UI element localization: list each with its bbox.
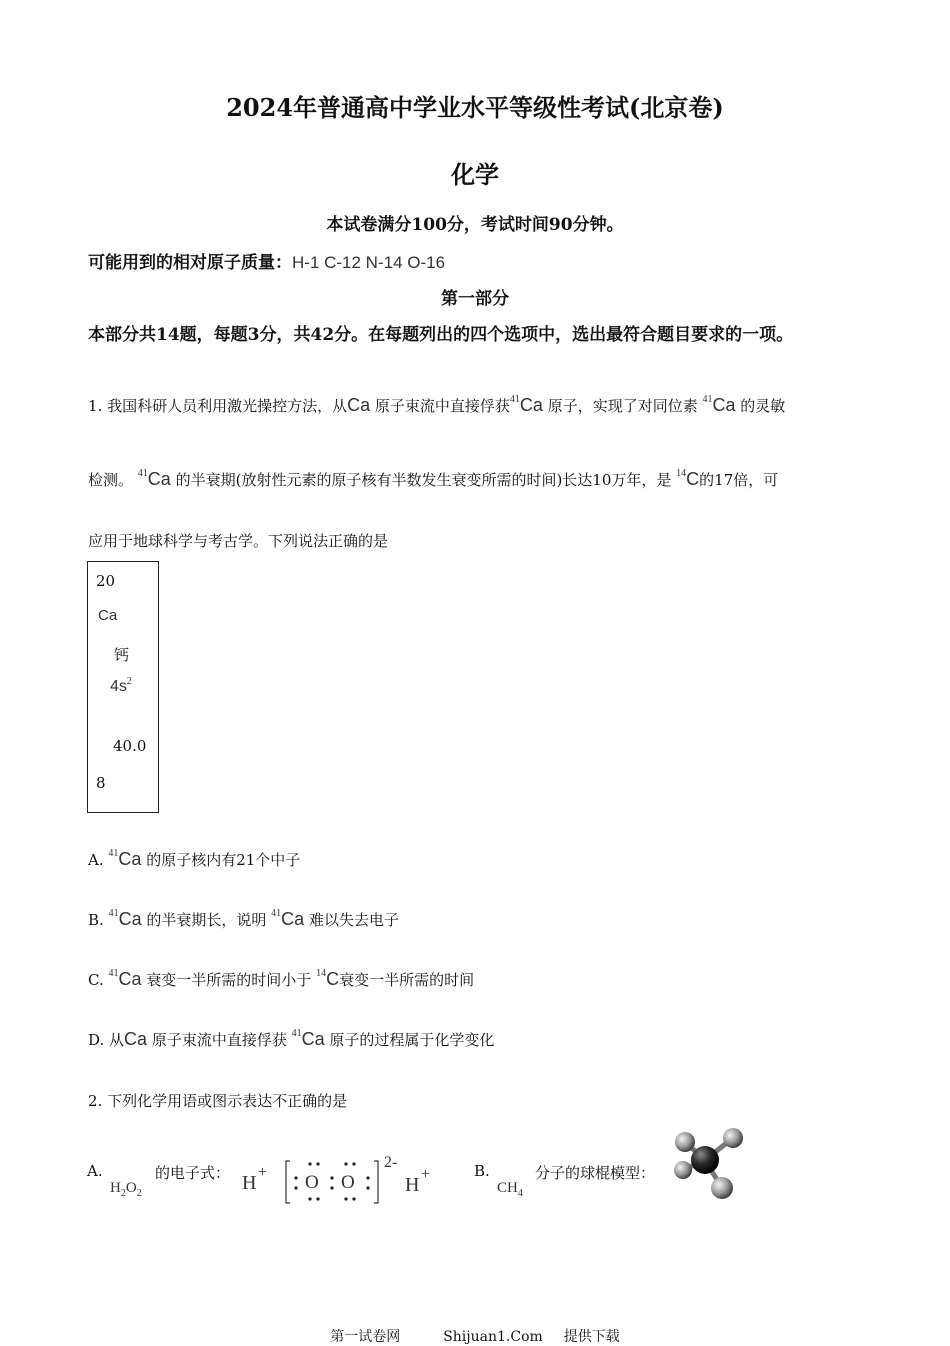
config-sup: 2 <box>126 676 132 687</box>
formula-sub: 2 <box>136 1188 142 1199</box>
plus-sign: + <box>258 1164 268 1181</box>
option-text: 的半衰期长，说明 <box>146 911 267 929</box>
h2o2-electron-formula <box>240 1150 440 1210</box>
mass-number: 41 <box>271 908 282 919</box>
option-label: D. 从 <box>88 1031 125 1049</box>
option-text: 难以失去电子 <box>308 911 399 929</box>
peroxide-bracket <box>282 1158 382 1208</box>
ca-symbol: Ca <box>301 1029 325 1049</box>
q1-text: 检测。 <box>88 471 134 489</box>
q2-option-a-text: 的电子式： <box>155 1164 231 1182</box>
atomic-mass-line <box>88 248 445 273</box>
element-box-calcium <box>87 561 159 813</box>
atomic-number: 20 <box>96 572 116 590</box>
element-name: 钙 <box>114 646 130 664</box>
ca-symbol: Ca <box>124 1029 148 1049</box>
atomic-mass-values: H-1 C-12 N-14 O-16 <box>292 253 446 272</box>
ca-symbol: Ca <box>347 395 371 415</box>
footer-domain[interactable]: Shijuan1.Com <box>443 1329 543 1345</box>
formula-sub: 4 <box>517 1188 523 1199</box>
ca-symbol: Ca <box>147 469 171 489</box>
mass-number: 41 <box>108 968 119 979</box>
exam-info: 本试卷满分100分，考试时间90分钟。 <box>326 215 624 235</box>
option-label: C. <box>88 971 104 989</box>
hydrogen-ion: H <box>242 1172 257 1194</box>
formula-ch: CH <box>497 1180 518 1196</box>
formula-o: O <box>125 1180 137 1196</box>
q1-option-c[interactable] <box>88 968 474 990</box>
option-text: 原子束流中直接俘获 <box>151 1031 287 1049</box>
hydrogen-ion: H <box>405 1174 420 1196</box>
q1-text: 1. 我国科研人员利用激光操控方法，从 <box>88 397 348 415</box>
q2-text: 2. 下列化学用语或图示表达不正确的是 <box>88 1092 348 1110</box>
charge-label: 2- <box>384 1154 398 1171</box>
ca-symbol: Ca <box>118 909 142 929</box>
q1-option-b[interactable] <box>88 908 399 930</box>
element-symbol: Ca <box>98 607 118 624</box>
footer-site: 第一试卷网 <box>330 1329 401 1345</box>
ca-symbol: Ca <box>519 395 543 415</box>
exam-title: 2024年普通高中学业水平等级性考试(北京卷) <box>226 93 724 122</box>
option-text: 衰变一半所需的时间小于 <box>146 971 312 989</box>
plus-sign: + <box>421 1166 431 1183</box>
q1-line-2 <box>88 468 778 490</box>
option-label: A. <box>88 851 104 869</box>
ca-symbol: Ca <box>712 395 736 415</box>
q1-option-a[interactable] <box>88 848 300 870</box>
c-symbol: C <box>326 969 340 989</box>
q1-text: 应用于地球科学与考古学。下列说法正确的是 <box>88 532 389 550</box>
mass-number: 41 <box>108 848 119 859</box>
formula-sub: 2 <box>120 1188 126 1199</box>
option-text: 的原子核内有21个中子 <box>146 851 301 869</box>
footer-action: 提供下载 <box>563 1329 620 1345</box>
formula-h: H <box>110 1180 121 1196</box>
ca-symbol: Ca <box>118 849 142 869</box>
q1-line-3 <box>88 530 388 551</box>
subject-title: 化学 <box>451 160 499 189</box>
ca-symbol: Ca <box>281 909 305 929</box>
q2-option-a-label[interactable]: A. <box>87 1162 103 1180</box>
mass-number: 41 <box>291 1028 302 1039</box>
atomic-mass-label: 可能用到的相对原子质量： <box>88 253 292 273</box>
q1-text: 的半衰期(放射性元素的原子核有半数发生衰变所需的时间)长达10万年，是 <box>175 471 672 489</box>
ca-symbol: Ca <box>118 969 142 989</box>
option-text: 原子的过程属于化学变化 <box>329 1031 495 1049</box>
part-instruction: 本部分共14题，每题3分，共42分。在每题列出的四个选项中，选出最符合题目要求的一项。 <box>88 325 794 345</box>
q2-option-b-label[interactable]: B. <box>474 1162 490 1180</box>
mass-number: 41 <box>108 908 119 919</box>
mass-number: 14 <box>316 968 327 979</box>
c-symbol: C <box>686 469 700 489</box>
q2-stem <box>88 1090 347 1111</box>
part-title: 第一部分 <box>441 289 509 309</box>
q1-text: 原子束流中直接俘获 <box>374 397 510 415</box>
mass-number: 41 <box>702 394 713 405</box>
q2-option-b-text: 分子的球棍模型： <box>535 1164 656 1182</box>
electron-config <box>110 676 132 696</box>
mass-number: 14 <box>676 468 687 479</box>
oxygen-atom: O <box>341 1172 355 1193</box>
option-text: 衰变一半所需的时间 <box>339 971 475 989</box>
mass-number: 41 <box>509 394 520 405</box>
h2o2-formula <box>110 1180 142 1199</box>
q1-text: 原子，实现了对同位素 <box>547 397 698 415</box>
q1-text: 的17倍，可 <box>699 471 779 489</box>
config-text: 4s <box>110 678 127 695</box>
oxygen-atom: O <box>305 1172 319 1193</box>
q1-text: 的灵敏 <box>740 397 786 415</box>
option-label: B. <box>88 911 104 929</box>
page-footer <box>0 1326 950 1346</box>
q1-option-d[interactable] <box>88 1028 494 1050</box>
atomic-mass: 40.0 <box>113 737 147 755</box>
ch4-formula <box>497 1180 523 1199</box>
atomic-mass-continued: 8 <box>96 774 106 792</box>
mass-number: 41 <box>137 468 148 479</box>
ch4-ball-stick-model <box>665 1122 755 1207</box>
q1-line-1 <box>88 394 785 416</box>
